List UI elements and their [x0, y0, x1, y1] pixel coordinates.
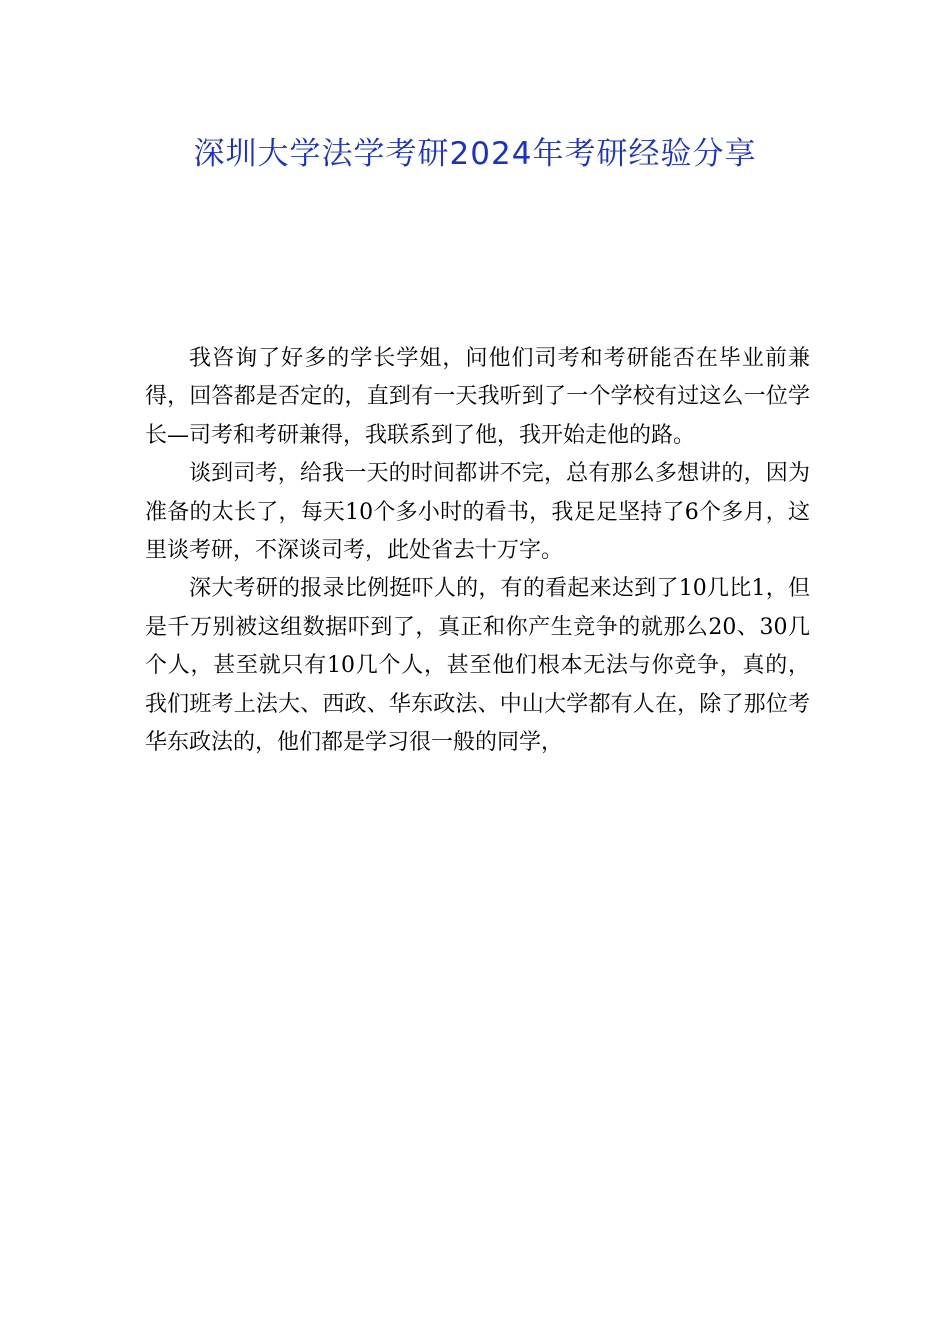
paragraph: 谈到司考，给我一天的时间都讲不完，总有那么多想讲的，因为准备的太长了，每天10个多小时的看书，我足足坚持了6个多月，这里谈考研，不深谈司考，此处省去十万字。: [145, 461, 810, 564]
paragraph: 我咨询了好多的学长学姐，问他们司考和考研能否在毕业前兼得，回答都是否定的，直到有一天我听到了一个学校有过这么一位学长—司考和考研兼得，我联系到了他，我开始走他的路。: [145, 346, 810, 448]
document-title: 深圳大学法学考研2024年考研经验分享: [193, 136, 757, 172]
document-body: [145, 340, 810, 762]
paragraph: 深大考研的报录比例挺吓人的，有的看起来达到了10几比1，但是千万别被这组数据吓到了，真正和你产生竞争的就那么20、30几个人，甚至就只有10几个人，甚至他们根本无法与你竞争，真的，我们班考上法大、西政、华东政法、中山大学都有人在，除了那位考华东政法的，他们都是学习很一般的同学，: [145, 576, 810, 756]
